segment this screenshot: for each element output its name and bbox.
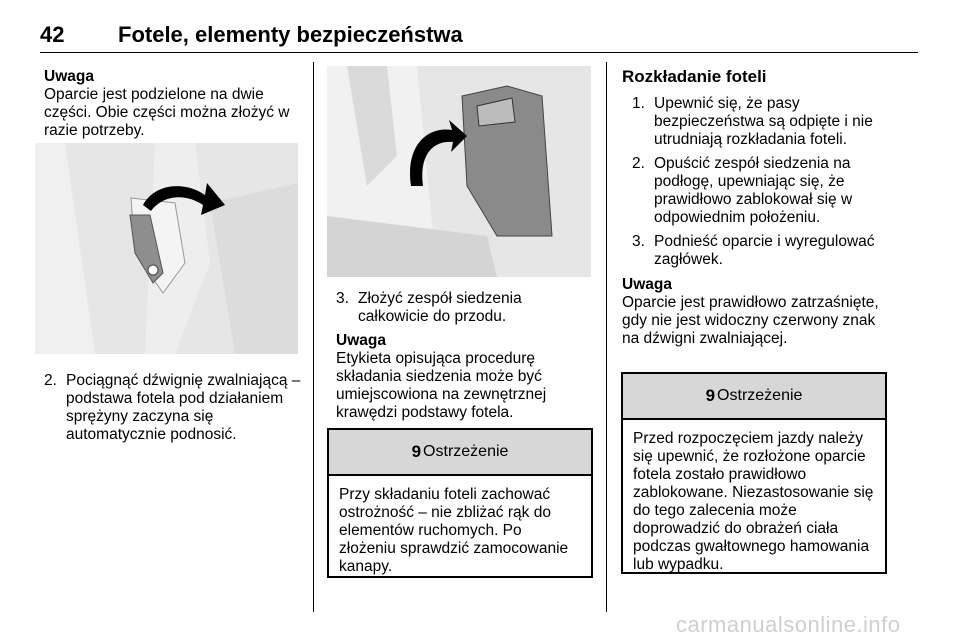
warning-text: Przed rozpoczęciem jazdy należy się upewnić, że rozłożone oparcie fotela zostało prawidłowo zablokowane. Niezastosowanie się do tego zalecenia może doprowadzić do obrażeń ciała podczas gwałtownego hamowania lub wypadku. xyxy=(633,430,874,573)
warning-title: Ostrzeżenie xyxy=(717,387,803,404)
list-item-text: Upewnić się, że pasy bezpieczeństwa są odpięte i nie utrudniają rozkładania foteli. xyxy=(654,95,873,148)
note-text: Etykieta opisująca procedurę składania siedzenia może być umiejscowiona na zewnętrznej krawędzi podstawy fotela. xyxy=(336,350,547,421)
list-item-number: 2. xyxy=(44,372,57,389)
list-item-number: 3. xyxy=(336,290,349,307)
list-item-text: Złożyć zespół siedzenia całkowicie do przodu. xyxy=(358,290,522,325)
folded-seat-illustration xyxy=(327,66,591,277)
warning-icon: 9 xyxy=(705,386,716,405)
note-text: Oparcie jest podzielone na dwie części. Obie części można złożyć w razie potrzeby. xyxy=(44,86,290,139)
section-title: Rozkładanie foteli xyxy=(622,67,767,86)
list-item xyxy=(336,290,596,326)
list-item xyxy=(632,155,882,227)
warning-header xyxy=(329,430,591,476)
column-divider xyxy=(606,62,607,612)
list-item xyxy=(44,372,306,444)
warning-header xyxy=(623,374,885,420)
note-title: Uwaga xyxy=(336,332,386,349)
release-lever-illustration xyxy=(35,143,298,354)
watermark: carmanualsonline.info xyxy=(676,612,901,637)
list-item-text: Podnieść oparcie i wyregulować zagłówek. xyxy=(654,233,875,268)
list-item xyxy=(632,95,882,149)
warning-box xyxy=(621,372,887,574)
column-divider xyxy=(313,62,314,612)
list-item-text: Opuścić zespół siedzenia na podłogę, upewniając się, że prawidłowo zablokował się w odpowiednim położeniu. xyxy=(654,155,853,226)
list-item-number: 1. xyxy=(632,95,645,112)
list-item-number: 3. xyxy=(632,233,645,250)
list-item-text: Pociągnąć dźwignię zwalniającą – podstawa fotela pod działaniem sprężyny zaczyna się automatycznie podnosić. xyxy=(66,372,301,443)
note-title: Uwaga xyxy=(44,68,94,85)
warning-title: Ostrzeżenie xyxy=(423,443,509,460)
release-lever-drawing xyxy=(35,143,298,354)
note-text: Oparcie jest prawidłowo zatrzaśnięte, gdy nie jest widoczny czerwony znak na dźwigni zwalniającej. xyxy=(622,294,879,347)
page-number: 42 xyxy=(40,22,65,47)
warning-text: Przy składaniu foteli zachować ostrożność – nie zbliżać rąk do elementów ruchomych. Po złożeniu sprawdzić zamocowanie kanapy. xyxy=(339,486,569,575)
chapter-title: Fotele, elementy bezpieczeństwa xyxy=(118,22,463,47)
note-title: Uwaga xyxy=(622,276,672,293)
list-item-number: 2. xyxy=(632,155,645,172)
warning-box xyxy=(327,428,593,578)
folded-seat-drawing xyxy=(327,66,591,277)
warning-icon: 9 xyxy=(411,442,422,461)
page-header xyxy=(40,22,918,53)
list-item xyxy=(632,233,882,269)
